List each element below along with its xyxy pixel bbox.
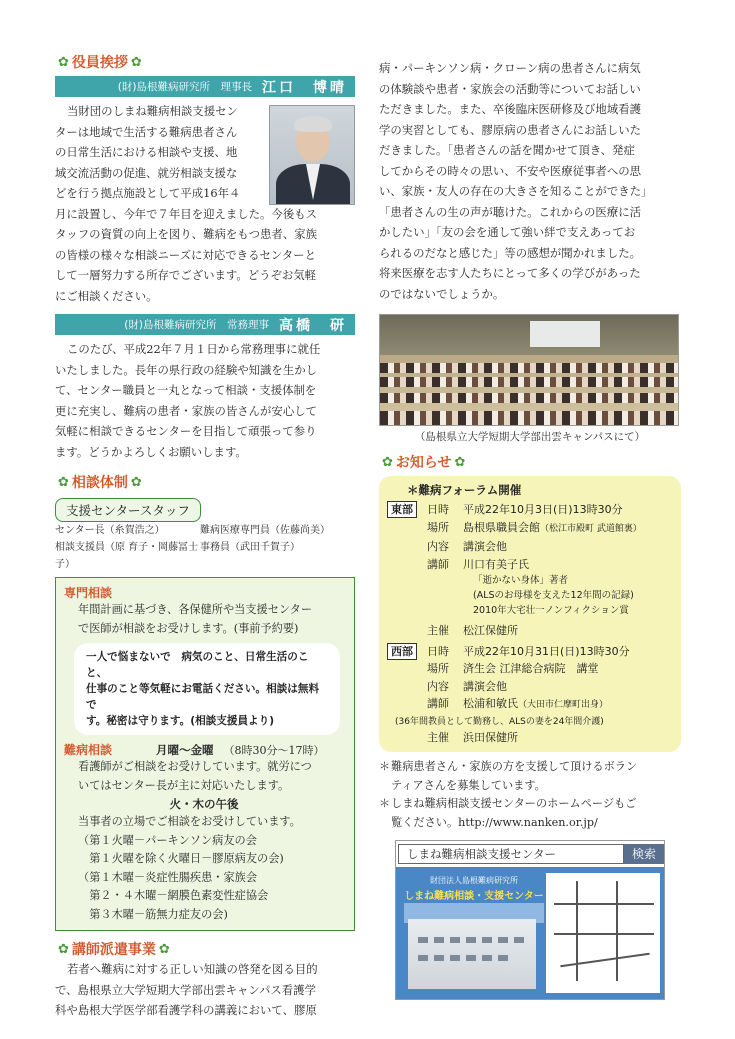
staff-row: 相談支援員（原 育子・岡藤冨士子） 事務員（武田千賀子） xyxy=(55,542,300,570)
notice-heading: ✿ お知らせ ✿ xyxy=(382,454,466,471)
specialist-heading: 専門相談 xyxy=(64,586,113,600)
flower-icon: ✿ xyxy=(454,454,466,470)
list-item: ＊ 難病患者さん・家族の方を支援して頂けるボラン xyxy=(379,760,638,773)
consult-heading: ✿ 相談体制 ✿ xyxy=(58,474,142,491)
chair-greeting-text: 当財団のしまね難病相談支援セン ターは地域で生活する難病患者さん の日常生活における相談や支援、地 域交流活動の促進、就労相談支援な どを行う拠点施設として平成16年４ 月に設置し、今年で７年目を迎えました。今後もス タッフの資質の向上を図り、難病をもつ患者、家族 の皆様の様々な相談ニーズに対応できるセンターと して一層努力する所存でございます。どうぞお気軽 にご相談ください。 xyxy=(55,104,317,303)
east-tag: 東部 xyxy=(387,501,417,518)
greeting-heading: ✿ 役員挨拶 ✿ xyxy=(58,54,142,71)
west-tag: 西部 xyxy=(387,643,417,660)
intractable-row: 難病相談 月曜～金曜 （8時30分～17時） xyxy=(64,743,325,757)
east-datetime: 東部 日時 平成22年10月3日(日)13時30分 xyxy=(387,501,675,519)
east-venue: 場所 島根県職員会館（松江市殿町 武道館裏） xyxy=(427,520,642,534)
notice-bullets xyxy=(379,758,681,832)
forum-notice-box xyxy=(379,476,681,752)
specialist-text: 年間計画に基づき、各保健所や当支援センター で医師が相談をお受けします。(事前予約要) xyxy=(78,603,313,635)
staff-row: センター長（糸賀浩之） 難病医療専門員（佐藤尚美） xyxy=(55,525,330,536)
search-button[interactable]: 検索 xyxy=(624,844,664,864)
consult-box xyxy=(55,577,355,931)
west-host: 主催 浜田保健所 xyxy=(427,730,518,744)
homepage-banner[interactable] xyxy=(395,840,665,1000)
flower-icon: ✿ xyxy=(382,454,393,470)
flower-icon: ✿ xyxy=(58,941,69,957)
photo-caption: （島根県立大学短期大学部出雲キャンパスにて） xyxy=(414,431,646,443)
flower-icon: ✿ xyxy=(58,474,69,490)
flower-icon: ✿ xyxy=(158,941,170,957)
lecturer-heading: ✿ 講師派遣事業 ✿ xyxy=(58,941,170,958)
chair-portrait xyxy=(269,105,355,205)
west-datetime: 西部 日時 平成22年10月31日(日)13時30分 xyxy=(387,643,675,661)
right-column xyxy=(379,58,681,1000)
west-lecturer: 講師 松浦和敏氏（大田市仁摩町出身） xyxy=(427,697,609,710)
chair-name-band: (財)島根難病研究所 理事長 江口 博晴 xyxy=(55,76,355,97)
east-host: 主催 松江保健所 xyxy=(427,624,518,637)
director-name-band: (財)島根難病研究所 常務理事 高橋 研 xyxy=(55,314,355,335)
banner-org-small: 財団法人島根難病研究所 xyxy=(430,876,518,885)
east-lecturer: 講師 川口有美子氏 xyxy=(427,557,529,571)
staff-title: 支援センタースタッフ xyxy=(55,498,201,522)
list-item: ＊ しまね難病相談支援センターのホームページもご xyxy=(379,797,637,810)
site-search-field[interactable]: しまね難病相談支援センター xyxy=(398,844,624,864)
flower-icon: ✿ xyxy=(130,54,142,70)
list-item: 覧ください。http://www.nanken.or.jp/ xyxy=(391,815,598,829)
staff-note: 一人で悩まないで 病気のこと、日常生活のこと、 仕事のこと等気軽にお電話ください。相談は無料で す。秘密は守ります。(相談支援員より) xyxy=(74,643,340,735)
flower-icon: ✿ xyxy=(130,474,142,490)
chair-greeting xyxy=(55,101,355,306)
east-content: 内容 講演会他 xyxy=(427,540,507,553)
west-venue: 場所 済生会 江津総合病院 講堂 xyxy=(427,662,599,675)
building-image xyxy=(408,919,536,989)
flower-icon: ✿ xyxy=(58,54,69,70)
list-item: ティアさんを募集しています。 xyxy=(391,778,546,792)
left-column xyxy=(55,52,355,1021)
director-greeting-text: このたび、平成22年７月１日から常務理事に就任 いたしました。長年の県行政の経験や知識を生かし て、センター職員と一丸となって相談・支援体制を 更に充実し、難病の患者・家族の皆さんが安心して 気軽に相談できるセンターを目指して頑張って参り ます。どうかよろしくお願いします。 xyxy=(55,342,321,459)
afternoon-label: 火・木の午後 xyxy=(169,797,239,811)
west-content: 内容 講演会他 xyxy=(427,679,507,693)
banner-org-big: しまね難病相談・支援センター xyxy=(404,891,544,902)
lecturer-text: 若者へ難病に対する正しい知識の啓発を図る目的 で、島根県立大学短期大学部出雲キャンパス看護学 科や島根大学医学部看護学科の講義において、膠原 xyxy=(55,962,318,1017)
lecture-continued-text: 病・パーキンソン病・クローン病の患者さんに病気 の体験談や患者・家族会の活動等についてお話しい ただきました。また、卒後臨床医研修及び地域看護 学の実習としても、膠原病の患者さんにお話しいた だきました。「患者さんの話を聞かせて頂き、発症 してからその時々の思い、不安や医療従事者への思 い、家族・友人の存在の大きさを知ることができた」 「患者さんの生の声が聴けた。これからの医療に活 かしたい」「友の会を通して強い絆で支えあってお られるのだなと感じた」等の感想が聞かれました。 将来医療を志す人たちにとって多くの学びがあった のではないでしょうか。 xyxy=(379,61,653,301)
west-lecturer-detail: (36年間教員として勤務し、ALSの妻を24年間介護) xyxy=(395,716,604,727)
access-map xyxy=(546,873,660,993)
east-lecturer-detail: 「逝かない身体」著者 (ALSのお母様を支えた12年間の記録) 2010年大宅壮一ノンフィクション賞 xyxy=(473,575,634,616)
peer-text: 当事者の立場でご相談をお受けしています。 （第１火曜－パーキンソン病友の会 第１火曜を除く火曜日－膠原病友の会) （第１木曜－炎症性腸疾患・家族会 第２・４木曜－網膜色素変性症協会 第３木曜－筋無力症友の会) xyxy=(78,815,301,921)
forum-title: ＊難病フォーラム開催 xyxy=(407,483,522,497)
intractable-text: 看護師がご相談をお受けしています。就労につ いてはセンター長が主に対応いたします。 xyxy=(78,760,312,792)
lecture-photo xyxy=(379,314,679,426)
